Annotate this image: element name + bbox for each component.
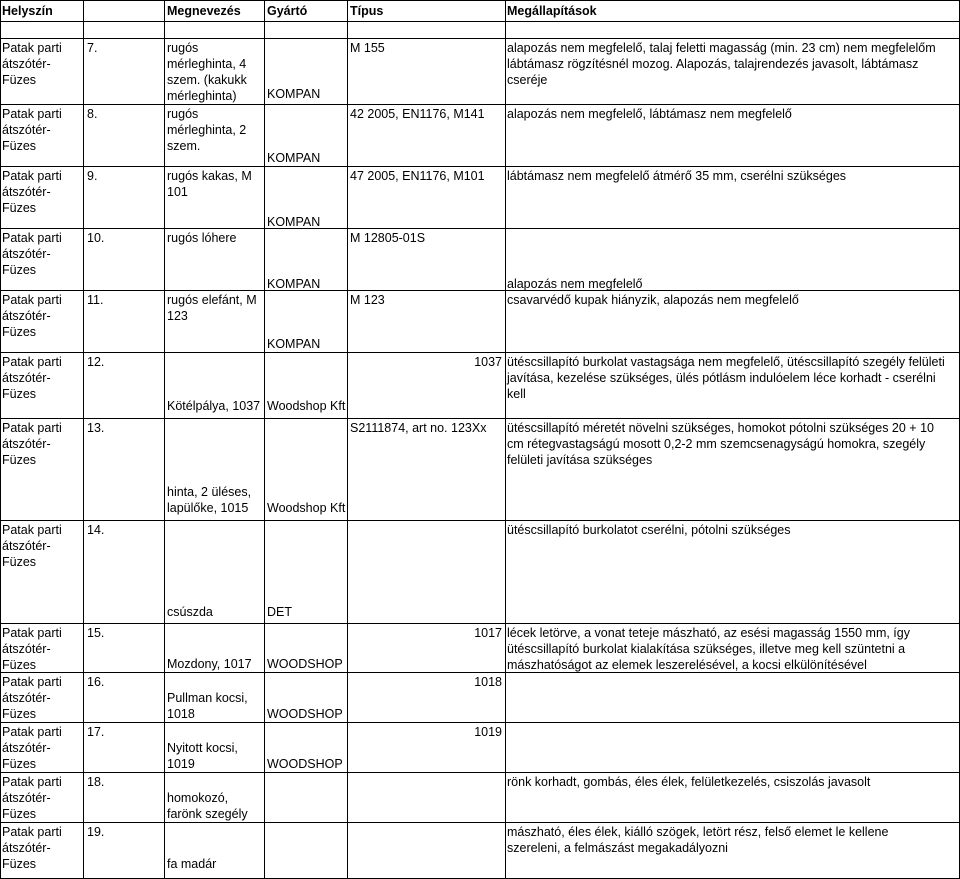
cell-type: 1037 [474,355,502,369]
cell-location: átszótér- [2,437,51,451]
cell-type: S2111874, art no. 123Xx [350,421,487,435]
cell-name: mérleghinta, 2 [167,123,247,137]
cell-location: Füzes [2,807,37,821]
cell-name: 123 [167,309,188,323]
cell-number: 19. [87,825,105,839]
cell-location: Füzes [2,325,37,339]
cell-name: rugós [167,41,199,55]
cell-location: Füzes [2,263,37,277]
row-rule [0,352,960,353]
column-rule [347,0,348,878]
cell-location: átszótér- [2,371,51,385]
cell-name: csúszda [167,605,213,619]
cell-location: átszótér- [2,841,51,855]
cell-type: 1018 [474,675,502,689]
cell-number: 8. [87,107,98,121]
cell-name: Kötélpálya, 1037 [167,399,261,413]
cell-type: 42 2005, EN1176, M141 [350,107,485,121]
cell-location: Füzes [2,757,37,771]
row-rule [0,520,960,521]
cell-findings: csavarvédő kupak hiányzik, alapozás nem megfelelő [507,293,799,307]
header-type: Típus [350,4,384,18]
cell-type: 1019 [474,725,502,739]
cell-name: rugós kakas, M [167,169,252,183]
cell-number: 14. [87,523,105,537]
cell-number: 15. [87,626,105,640]
cell-type: 47 2005, EN1176, M101 [350,169,485,183]
cell-number: 7. [87,41,98,55]
cell-findings: alapozás nem megfelelő, lábtámasz nem megfelelő [507,107,792,121]
cell-maker: KOMPAN [267,87,321,101]
cell-location: átszótér- [2,123,51,137]
header-findings: Megállapítások [507,4,597,18]
cell-name: 1018 [167,707,195,721]
cell-name: 1019 [167,757,195,771]
cell-location: Patak parti [2,169,62,183]
cell-findings: ütéscsillapító méretét növelni szükséges, homokot pótolni szükséges 20 + 10 [507,421,934,435]
row-rule [0,418,960,419]
cell-location: Patak parti [2,725,62,739]
cell-findings: ütéscsillapító burkolat kialakítása szükséges, illetve meg kell szüntetni a [507,642,906,656]
cell-type: M 123 [350,293,385,307]
cell-findings: ütéscsillapító burkolatot cserélni, pótolni szükséges [507,523,791,537]
cell-location: átszótér- [2,57,51,71]
cell-findings: lábtámasz nem megfelelő átmérő 35 mm, cserélni szükséges [507,169,847,183]
cell-location: Patak parti [2,41,62,55]
cell-maker: Woodshop Kft [267,501,346,515]
cell-location: Patak parti [2,626,62,640]
row-rule [0,290,960,291]
cell-name: 101 [167,185,188,199]
row-rule [0,822,960,823]
cell-name: mérleghinta, 4 [167,57,247,71]
cell-name: rugós lóhere [167,231,237,245]
cell-findings: mászható, éles élek, kiálló szögek, letört rész, felső elemet le kellene [507,825,889,839]
row-rule [0,21,960,22]
column-rule [164,0,165,878]
row-rule [0,772,960,773]
cell-maker: KOMPAN [267,277,321,291]
cell-location: Füzes [2,555,37,569]
cell-name: lapülőke, 1015 [167,501,249,515]
cell-number: 17. [87,725,105,739]
cell-maker: KOMPAN [267,337,321,351]
cell-location: átszótér- [2,791,51,805]
row-rule [0,38,960,39]
row-rule [0,104,960,105]
cell-number: 11. [87,293,104,307]
row-rule [0,166,960,167]
row-rule [0,228,960,229]
column-rule [505,0,506,878]
cell-name: rugós elefánt, M [167,293,257,307]
cell-maker: Woodshop Kft [267,399,346,413]
header-name: Megnevezés [167,4,241,18]
cell-number: 12. [87,355,105,369]
cell-location: Patak parti [2,355,62,369]
cell-location: átszótér- [2,309,51,323]
cell-findings: lábtámasz rögzítésnél mozog. Alapozás, talajrendezés javasolt, lábtámasz [507,57,919,71]
cell-location: Patak parti [2,675,62,689]
cell-name: mérleghinta) [167,89,237,103]
cell-location: Füzes [2,387,37,401]
cell-location: átszótér- [2,741,51,755]
cell-name: szem. (kakukk [167,73,247,87]
cell-location: átszótér- [2,691,51,705]
cell-findings: mászhatóságot az elemek leszerelésével, a kocsi elkülönítésével [507,658,867,672]
cell-maker: DET [267,605,292,619]
cell-findings: javítása, kezelése szükséges, ülés pótlásm indulóelem léce korhadt - cserélni [507,371,936,385]
cell-location: Patak parti [2,523,62,537]
cell-location: Füzes [2,658,37,672]
cell-location: Patak parti [2,421,62,435]
cell-name: hinta, 2 üléses, [167,485,252,499]
cell-number: 16. [87,675,105,689]
column-rule [0,0,1,878]
cell-maker: KOMPAN [267,215,321,229]
cell-name: Mozdony, 1017 [167,657,252,671]
row-rule [0,623,960,624]
cell-location: Patak parti [2,825,62,839]
cell-number: 10. [87,231,105,245]
column-rule [83,0,84,878]
cell-name: homokozó, [167,791,229,805]
cell-maker: WOODSHOP [267,657,343,671]
cell-name: Nyitott kocsi, [167,741,238,755]
cell-findings: alapozás nem megfelelő, talaj feletti magasság (min. 23 cm) nem megfelelőm [507,41,936,55]
cell-location: átszótér- [2,539,51,553]
row-rule [0,722,960,723]
column-rule [264,0,265,878]
row-rule [0,0,960,1]
cell-location: Patak parti [2,231,62,245]
cell-findings: felületi javítása szükséges [507,453,653,467]
cell-location: Patak parti [2,775,62,789]
cell-findings: cseréje [507,73,548,87]
cell-name: szem. [167,139,201,153]
cell-location: átszótér- [2,642,51,656]
cell-findings: alapozás nem megfelelő [507,277,643,291]
cell-location: Füzes [2,453,37,467]
cell-number: 18. [87,775,105,789]
cell-name: fa madár [167,857,217,871]
cell-type: M 12805-01S [350,231,426,245]
header-maker: Gyártó [267,4,308,18]
cell-type: M 155 [350,41,385,55]
cell-findings: lécek letörve, a vonat teteje mászható, az esési magasság 1550 mm, így [507,626,910,640]
cell-findings: rönk korhadt, gombás, éles élek, felületkezelés, csiszolás javasolt [507,775,871,789]
cell-location: átszótér- [2,185,51,199]
cell-type: 1017 [474,626,502,640]
cell-location: Patak parti [2,107,62,121]
cell-name: Pullman kocsi, [167,691,248,705]
cell-location: Füzes [2,857,37,871]
cell-location: Füzes [2,707,37,721]
cell-number: 13. [87,421,105,435]
cell-findings: szereleni, a felmászást megakadályozni [507,841,728,855]
cell-name: rugós [167,107,199,121]
cell-name: farönk szegély [167,807,248,821]
cell-location: Füzes [2,73,37,87]
cell-number: 9. [87,169,98,183]
cell-maker: WOODSHOP [267,707,343,721]
cell-location: átszótér- [2,247,51,261]
cell-location: Patak parti [2,293,62,307]
cell-findings: cm rétegvastagságú mosott 0,2-2 mm szemcsenagyságú homokra, szegély [507,437,926,451]
cell-location: Füzes [2,201,37,215]
cell-location: Füzes [2,139,37,153]
header-location: Helyszín [2,4,53,18]
cell-findings: kell [507,387,526,401]
cell-findings: ütéscsillapító burkolat vastagsága nem megfelelő, ütéscsillapító szegély felületi [507,355,945,369]
cell-maker: WOODSHOP [267,757,343,771]
cell-maker: KOMPAN [267,151,321,165]
